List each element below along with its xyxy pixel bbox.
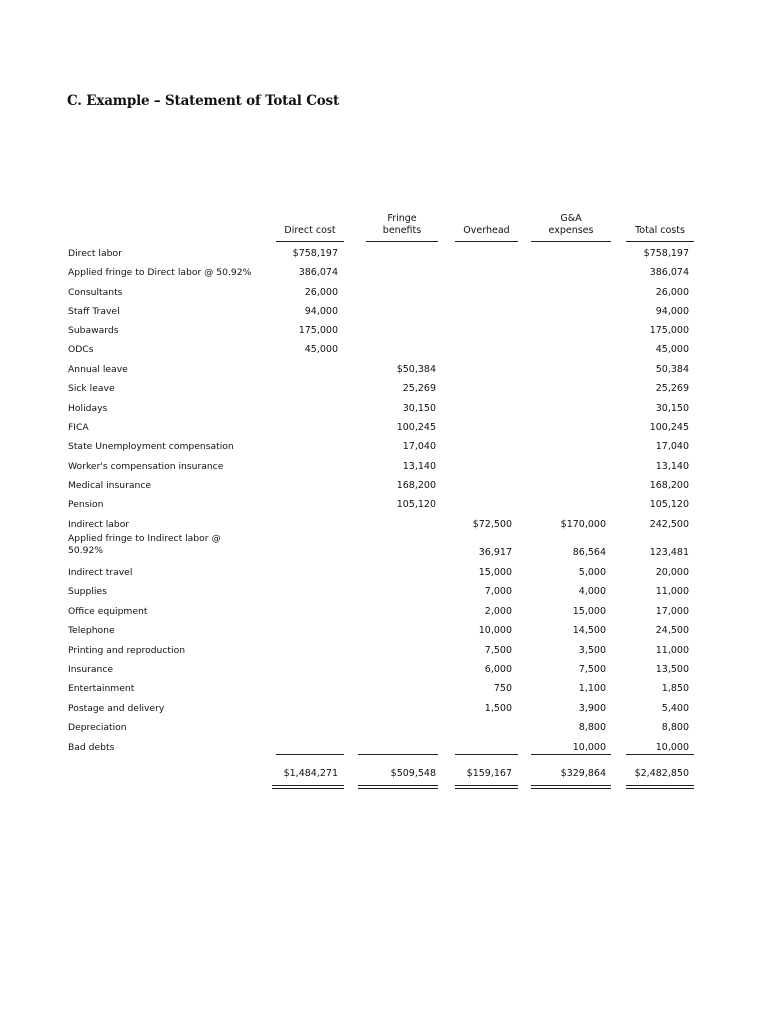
cell-total: 123,481 (649, 547, 689, 558)
cell-fringe: 100,245 (396, 422, 436, 433)
cell-overhead: 15,000 (478, 567, 512, 578)
cell-ga: 3,500 (578, 645, 606, 656)
table-row (0, 664, 768, 678)
cell-direct: 175,000 (298, 325, 338, 336)
cell-total: 10,000 (655, 742, 689, 753)
cell-direct: 45,000 (304, 344, 338, 355)
cell-total: 26,000 (655, 287, 689, 298)
row-label: Entertainment (68, 683, 135, 694)
cell-overhead: 7,000 (484, 586, 512, 597)
cell-direct: 386,074 (298, 267, 338, 278)
row-label: State Unemployment compensation (68, 441, 234, 452)
cell-total: 30,150 (655, 403, 689, 414)
cell-overhead: 10,000 (478, 625, 512, 636)
row-label: Direct labor (68, 248, 122, 259)
total-ga-expenses: $329,864 (560, 768, 606, 779)
table-row (0, 383, 768, 397)
cell-total: 11,000 (655, 586, 689, 597)
double-underline (531, 785, 611, 789)
cell-total: 94,000 (655, 306, 689, 317)
cell-direct: 94,000 (304, 306, 338, 317)
table-row (0, 703, 768, 717)
cell-ga: 4,000 (578, 586, 606, 597)
subtotal-rule (455, 754, 518, 755)
table-row (0, 344, 768, 358)
row-label: Printing and reproduction (68, 645, 186, 656)
cell-ga: 7,500 (578, 664, 606, 675)
cell-overhead: 7,500 (484, 645, 512, 656)
table-row (0, 625, 768, 639)
cell-ga: 14,500 (572, 625, 606, 636)
row-label: Indirect labor (68, 519, 130, 530)
cell-fringe: 30,150 (402, 403, 436, 414)
table-row (0, 499, 768, 513)
cell-ga: 8,800 (578, 722, 606, 733)
table-row (0, 722, 768, 736)
table-row (0, 645, 768, 659)
cell-total: 20,000 (655, 567, 689, 578)
table-row (0, 441, 768, 455)
row-label: Office equipment (68, 606, 148, 617)
header-underline (366, 241, 438, 242)
table-row (0, 519, 768, 533)
cell-total: 5,400 (661, 703, 689, 714)
column-header-total-costs: Total costs (635, 225, 685, 236)
double-underline (272, 785, 344, 789)
cell-ga: 1,100 (578, 683, 606, 694)
row-label: Applied fringe to Direct labor @ 50.92% (68, 267, 252, 278)
table-row (0, 306, 768, 320)
header-underline (531, 241, 611, 242)
cell-fringe: 17,040 (402, 441, 436, 452)
header-underline (276, 241, 344, 242)
row-label: Pension (68, 499, 104, 510)
cell-ga: 15,000 (572, 606, 606, 617)
cell-total: 8,800 (661, 722, 689, 733)
cell-total: 25,269 (655, 383, 689, 394)
table-row (0, 325, 768, 339)
cell-total: 105,120 (649, 499, 689, 510)
cell-overhead: 2,000 (484, 606, 512, 617)
table-row (0, 586, 768, 600)
cell-overhead: $72,500 (472, 519, 512, 530)
total-total-costs: $2,482,850 (634, 768, 689, 779)
row-label: Insurance (68, 664, 114, 675)
page-title: C. Example – Statement of Total Cost (67, 93, 339, 109)
cell-total: 11,000 (655, 645, 689, 656)
double-underline (455, 785, 518, 789)
row-label: Consultants (68, 287, 123, 298)
column-header-fringe-benefits: Fringe benefits (382, 213, 422, 236)
cell-total: 168,200 (649, 480, 689, 491)
row-label: Subawards (68, 325, 119, 336)
row-label: Annual leave (68, 364, 128, 375)
cell-overhead: 36,917 (478, 547, 512, 558)
cell-ga: 5,000 (578, 567, 606, 578)
table-row (0, 683, 768, 697)
cell-fringe: $50,384 (396, 364, 436, 375)
table-row (0, 403, 768, 417)
row-label: Postage and delivery (68, 703, 165, 714)
row-label: Worker's compensation insurance (68, 461, 224, 472)
total-direct-cost: $1,484,271 (283, 768, 338, 779)
table-row (0, 606, 768, 620)
total-fringe-benefits: $509,548 (390, 768, 436, 779)
cell-ga: 3,900 (578, 703, 606, 714)
cell-total: 17,000 (655, 606, 689, 617)
cell-fringe: 105,120 (396, 499, 436, 510)
column-header-ga-expenses: G&A expenses (548, 213, 594, 236)
row-label: Depreciation (68, 722, 127, 733)
cell-total: 13,140 (655, 461, 689, 472)
row-label: Supplies (68, 586, 107, 597)
table-row (0, 248, 768, 262)
cell-total: 386,074 (649, 267, 689, 278)
total-overhead: $159,167 (466, 768, 512, 779)
row-label: Applied fringe to Indirect labor @ 50.92% (68, 533, 221, 556)
cell-direct: $758,197 (292, 248, 338, 259)
row-label: Telephone (68, 625, 115, 636)
double-underline (358, 785, 438, 789)
column-header-overhead: Overhead (463, 225, 510, 236)
row-label: Sick leave (68, 383, 115, 394)
cell-total: 100,245 (649, 422, 689, 433)
table-row (0, 480, 768, 494)
header-underline (455, 241, 518, 242)
cell-total: 24,500 (655, 625, 689, 636)
table-row (0, 364, 768, 378)
cell-overhead: 6,000 (484, 664, 512, 675)
table-row (0, 422, 768, 436)
cell-total: 13,500 (655, 664, 689, 675)
cell-ga: 10,000 (572, 742, 606, 753)
subtotal-rule (626, 754, 694, 755)
row-label: Staff Travel (68, 306, 120, 317)
cell-direct: 26,000 (304, 287, 338, 298)
cell-total: $758,197 (643, 248, 689, 259)
cell-total: 17,040 (655, 441, 689, 452)
column-header-direct-cost: Direct cost (284, 225, 336, 236)
cell-total: 242,500 (649, 519, 689, 530)
double-underline (626, 785, 694, 789)
cell-total: 1,850 (661, 683, 689, 694)
subtotal-rule (358, 754, 438, 755)
table-row (0, 287, 768, 301)
row-label: FICA (68, 422, 89, 433)
cell-total: 45,000 (655, 344, 689, 355)
subtotal-rule (276, 754, 344, 755)
table-row (0, 533, 768, 561)
cell-fringe: 13,140 (402, 461, 436, 472)
row-label: Holidays (68, 403, 108, 414)
cell-total: 175,000 (649, 325, 689, 336)
cell-fringe: 168,200 (396, 480, 436, 491)
cell-ga: $170,000 (560, 519, 606, 530)
cell-ga: 86,564 (572, 547, 606, 558)
row-label: Medical insurance (68, 480, 152, 491)
cell-fringe: 25,269 (402, 383, 436, 394)
table-row (0, 267, 768, 281)
table-row (0, 461, 768, 475)
header-underline (626, 241, 694, 242)
totals-row (0, 768, 768, 782)
row-label: Bad debts (68, 742, 115, 753)
row-label: Indirect travel (68, 567, 133, 578)
cell-overhead: 1,500 (484, 703, 512, 714)
cell-total: 50,384 (655, 364, 689, 375)
subtotal-rule (531, 754, 611, 755)
row-label: ODCs (68, 344, 94, 355)
cell-overhead: 750 (493, 683, 512, 694)
table-row (0, 567, 768, 581)
